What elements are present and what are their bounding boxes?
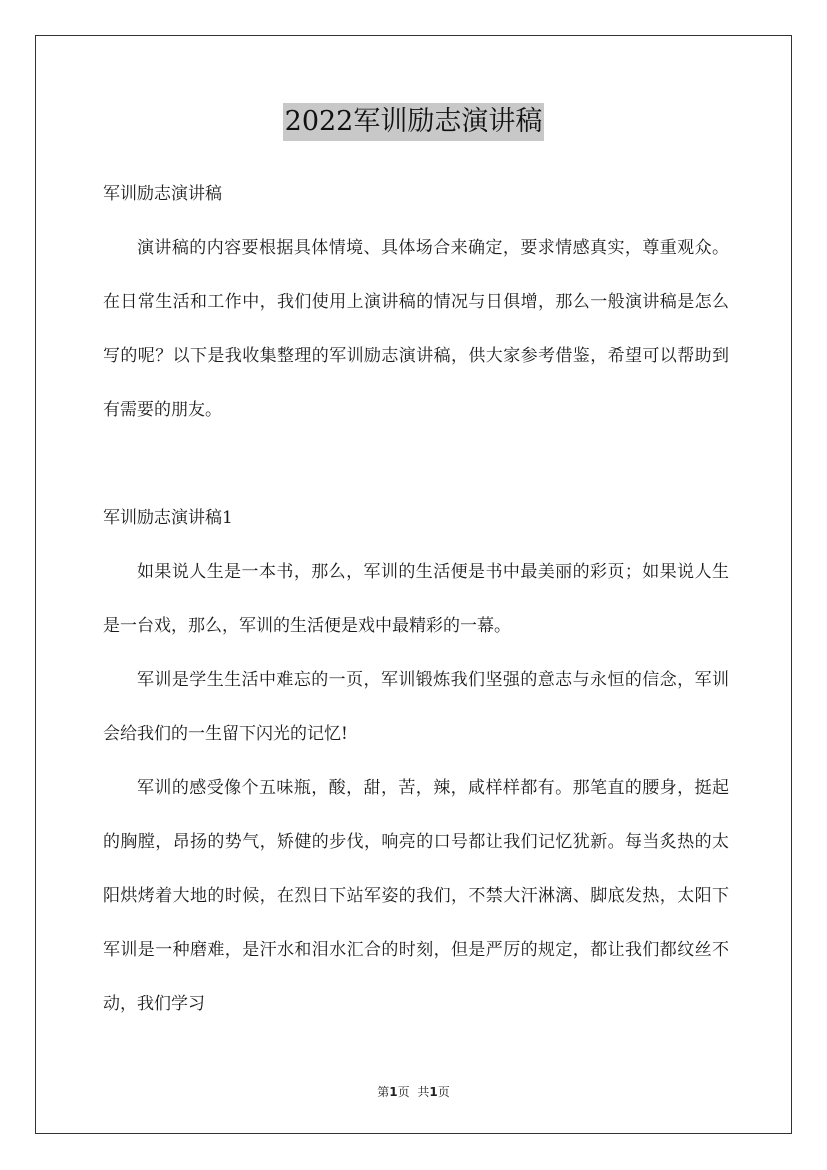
- total-prefix: 共: [417, 1085, 430, 1099]
- intro-paragraph: 演讲稿的内容要根据具体情境、具体场合来确定，要求情感真实，尊重观众。在日常生活和工作中，我们使用上演讲稿的情况与日俱增，那么一般演讲稿是怎么写的呢？以下是我收集整理的军训励志演讲稿，供大家参考借鉴，希望可以帮助到有需要的朋友。: [103, 238, 729, 420]
- page-suffix: 页: [397, 1085, 410, 1099]
- total-number: 1: [429, 1085, 438, 1099]
- page-footer: [0, 1083, 827, 1100]
- title-wrapper: [0, 103, 827, 141]
- page-number: 1: [389, 1085, 398, 1099]
- body-paragraph: 军训是学生生活中难忘的一页，军训锻炼我们坚强的意志与永恒的信念，军训会给我们的一生留下闪光的记忆!: [103, 670, 729, 744]
- total-suffix: 页: [437, 1085, 450, 1099]
- section-heading: 军训励志演讲稿: [103, 184, 222, 204]
- section-gap: [103, 437, 729, 491]
- document-title: 2022军训励志演讲稿: [283, 103, 545, 141]
- page-prefix: 第: [377, 1085, 390, 1099]
- body-paragraph: 如果说人生是一本书，那么，军训的生活便是书中最美丽的彩页；如果说人生是一台戏，那么，军训的生活便是戏中最精彩的一幕。: [103, 562, 729, 636]
- section-heading: 军训励志演讲稿1: [103, 508, 233, 528]
- document-body: [103, 167, 729, 1031]
- body-paragraph: 军训的感受像个五味瓶，酸，甜，苦，辣，咸样样都有。那笔直的腰身，挺起的胸膛，昂扬的势气，矫健的步伐，响亮的口号都让我们记忆犹新。每当炙热的太阳烘烤着大地的时候，在烈日下站军姿的我们，不禁大汗淋漓、脚底发热，太阳下军训是一种磨难，是汗水和泪水汇合的时刻，但是严厉的规定，都让我们都纹丝不动，我们学习: [103, 778, 729, 1014]
